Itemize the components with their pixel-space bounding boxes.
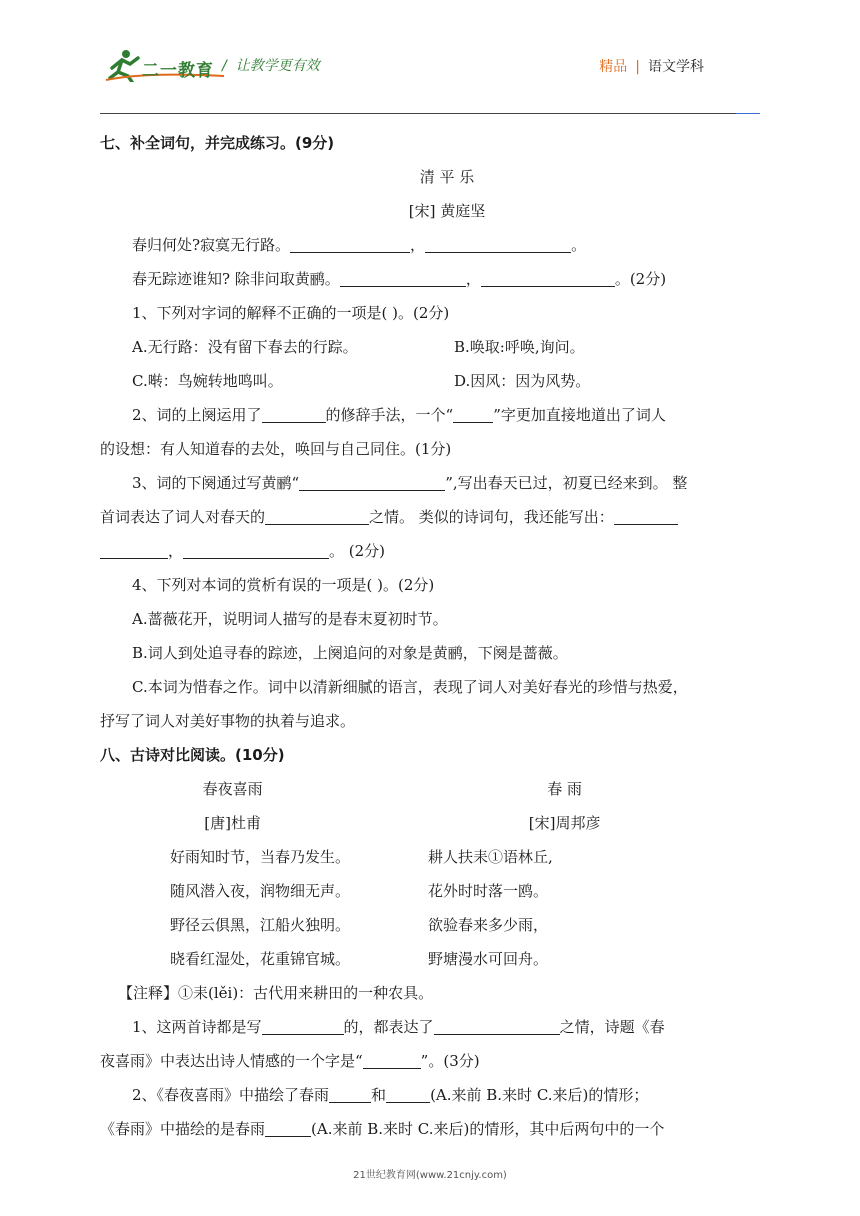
blank[interactable] <box>425 234 571 253</box>
blank[interactable] <box>100 540 168 559</box>
question-7-4-option-c-cont: 抒写了词人对美好事物的执着与追求。 <box>100 712 356 730</box>
question-8-2-cont: 《春雨》中描绘的是春雨 (A.来前 B.来时 C.来后)的情形，其中后两句中的一个 <box>100 1120 665 1138</box>
question-7-1: 1、下列对字词的解释不正确的一项是( )。(2分) <box>132 304 450 322</box>
question-8-2: 2、《春夜喜雨》中描绘了春雨 和 (A.来前 B.来时 C.来后)的情形； <box>132 1086 649 1104</box>
poem-line-row: 晓看红湿处，花重锦官城。 野塘漫水可回舟。 <box>170 950 549 968</box>
poem-line-row: 好雨知时节，当春乃发生。 耕人扶耒①语林丘, <box>170 848 553 866</box>
question-7-4-option-c: C.本词为惜春之作。词中以清新细腻的语言，表现了词人对美好春光的珍惜与热爱， <box>132 678 688 696</box>
header-slogan: / 让教学更有效 <box>222 58 320 74</box>
poem-line-1: 春归何处?寂寞无行路。 ， 。 <box>132 236 587 254</box>
poem-title: 清 平 乐 <box>419 168 475 186</box>
logo-text: 二一教育 <box>142 61 214 81</box>
quality-tag: 精品 <box>599 59 628 75</box>
poem-line-row: 野径云俱黑，江船火独明。 欲验春来多少雨， <box>170 916 549 934</box>
question-7-4-option-a: A.蔷薇花开，说明词人描写的是春末夏初时节。 <box>132 610 448 628</box>
question-7-3-cont2: ， 。 (2分) <box>100 534 764 568</box>
blank[interactable] <box>265 506 369 525</box>
question-7-1-options-ab: A.无行路：没有留下春去的行踪。 B.唤取:呼唤,询问。 <box>132 338 585 356</box>
section-7-title: 七、补全词句，并完成练习。(9分) <box>100 134 335 152</box>
poem-line-2: 春无踪迹谁知? 除非问取黄鹂。 ， 。(2分) <box>132 270 667 288</box>
worksheet-body <box>100 126 764 1146</box>
question-8-1: 1、这两首诗都是写 的，都表达了 之情，诗题《春 <box>132 1018 665 1036</box>
question-7-1-options-cd: C.啭：鸟婉转地鸣叫。 D.因风：因为风势。 <box>132 372 591 390</box>
right-poem-title: 春 雨 <box>547 780 582 798</box>
blank[interactable] <box>262 404 326 423</box>
header-rule-accent <box>736 113 760 114</box>
blank[interactable] <box>183 540 329 559</box>
poem-author: [宋] 黄庭坚 <box>408 202 486 220</box>
header-subject: 精品 | 语文学科 <box>599 59 704 75</box>
poem-authors-row <box>100 806 764 840</box>
page-header <box>0 0 860 120</box>
blank[interactable] <box>340 268 466 287</box>
blank[interactable] <box>329 1084 371 1103</box>
blank[interactable] <box>265 1118 311 1137</box>
page-footer: 21世纪教育网(www.21cnjy.com) <box>353 1170 507 1181</box>
question-7-3-cont: 首词表达了词人对春天的 之情。 类似的诗词句，我还能写出： <box>100 500 764 534</box>
question-7-2: 2、词的上阕运用了 的修辞手法，一个“ ”字更加直接地道出了词人 <box>132 406 666 424</box>
question-7-4-option-b: B.词人到处追寻春的踪迹，上阕追问的对象是黄鹂，下阕是蔷薇。 <box>132 644 568 662</box>
section-8-title: 八、古诗对比阅读。(10分) <box>100 746 285 764</box>
blank[interactable] <box>434 1016 560 1035</box>
poem-line-row: 随风潜入夜，润物细无声。 花外时时落一鸥。 <box>170 882 549 900</box>
question-7-4: 4、下列对本词的赏析有误的一项是( )。(2分) <box>132 576 435 594</box>
annotation-note: 【注释】①耒(lěi)：古代用来耕田的一种农具。 <box>118 984 434 1002</box>
question-7-3: 3、词的下阕通过写黄鹂“ ”,写出春天已过，初夏已经来到。 整 <box>132 474 688 492</box>
right-poem-author: [宋]周邦彦 <box>528 814 601 832</box>
blank[interactable] <box>290 234 410 253</box>
blank[interactable] <box>262 1016 344 1035</box>
blank[interactable] <box>481 268 615 287</box>
question-7-2-cont: 的设想：有人知道春的去处，唤回与自己同住。(1分) <box>100 440 452 458</box>
poem-titles-row <box>100 772 764 806</box>
left-poem-title: 春夜喜雨 <box>202 780 263 798</box>
blank[interactable] <box>386 1084 430 1103</box>
question-8-1-cont: 夜喜雨》中表达出诗人情感的一个字是“ ”。(3分) <box>100 1052 480 1070</box>
blank[interactable] <box>453 404 493 423</box>
blank[interactable] <box>614 506 678 525</box>
left-poem-author: [唐]杜甫 <box>204 814 261 832</box>
blank[interactable] <box>299 472 445 491</box>
blank[interactable] <box>363 1050 421 1069</box>
subject-label: 语文学科 <box>648 59 704 75</box>
header-rule <box>100 113 760 114</box>
